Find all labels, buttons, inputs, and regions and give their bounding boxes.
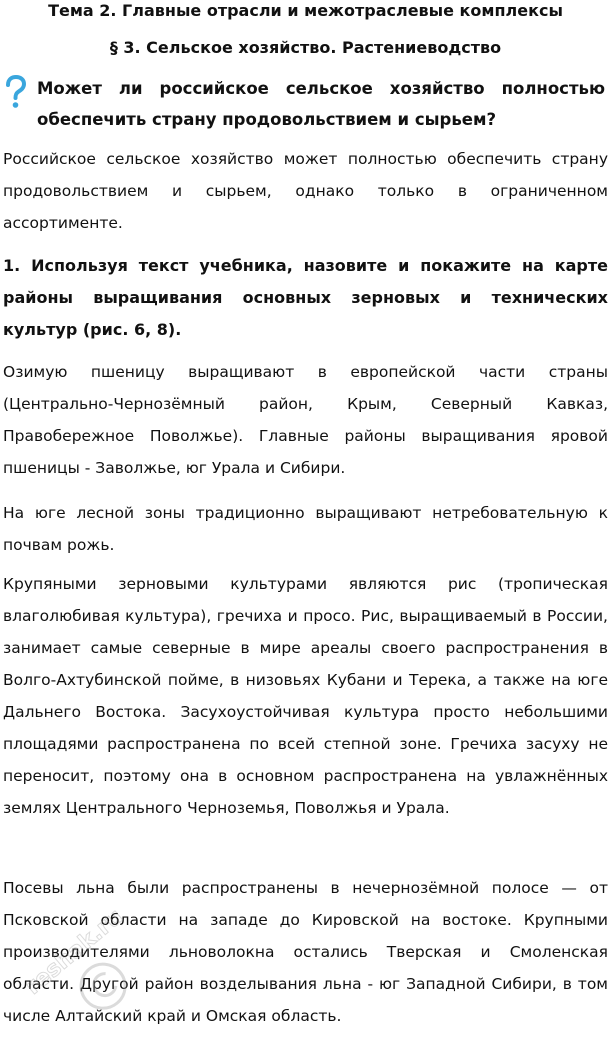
question-block [0, 73, 611, 135]
watermark-text: reshak.ru [20, 904, 129, 1000]
answer-paragraph: Российское сельское хозяйство может полностью обеспечить страну продовольствием и сырьем, однако только в ограниченном ассортименте. [3, 150, 608, 232]
paragraph-flax: Посевы льна были распространены в нечернозёмной полосе — от Псковской области на западе до Кировской на востоке. Крупными производителями льноволокна остались Тверская и Смоленская области. Другой район возделывания льна - юг Западной Сибири, в том числе Алтайский край и Омская область. [3, 879, 608, 1025]
task-heading: 1. Используя текст учебника, назовите и покажите на карте районы выращивания основных зерновых и технических культур (рис. 6, 8). [3, 256, 608, 339]
topic-title: Тема 2. Главные отрасли и межотраслевые комплексы [48, 1, 563, 20]
paragraph-wheat: Озимую пшеницу выращивают в европейской части страны (Центрально-Чернозёмный район, Крым, Северный Кавказ, Правобережное Поволжье). Главные районы выращивания яровой пшеницы - Заволжье, юг Урала и Сибири. [3, 363, 608, 477]
paragraph-groats: Крупяными зерновыми культурами являются рис (тропическая влаголюбивая культура), гречиха и просо. Рис, выращиваемый в России, занимает самые северные в мире ареалы своего распространения в Волго-Ахтубинской пойме, в низовьях Кубани и Терека, а также на юге Дальнего Востока. Засухоустойчивая культура просто небольшими площадями распространена по всей степной зоне. Гречиха засуху не переносит, поэтому она в основном распространена на увлажнённых землях Центрального Черноземья, Поволжья и Урала. [3, 575, 608, 817]
question-text: Может ли российское сельское хозяйство полностью обеспечить страну продовольствием и сырьем? [37, 79, 605, 129]
paragraph-rye: На юге лесной зоны традиционно выращивают нетребовательную к почвам рожь. [3, 504, 608, 554]
question-mark-icon [2, 75, 28, 109]
section-title: § 3. Сельское хозяйство. Растениеводство [109, 38, 502, 57]
